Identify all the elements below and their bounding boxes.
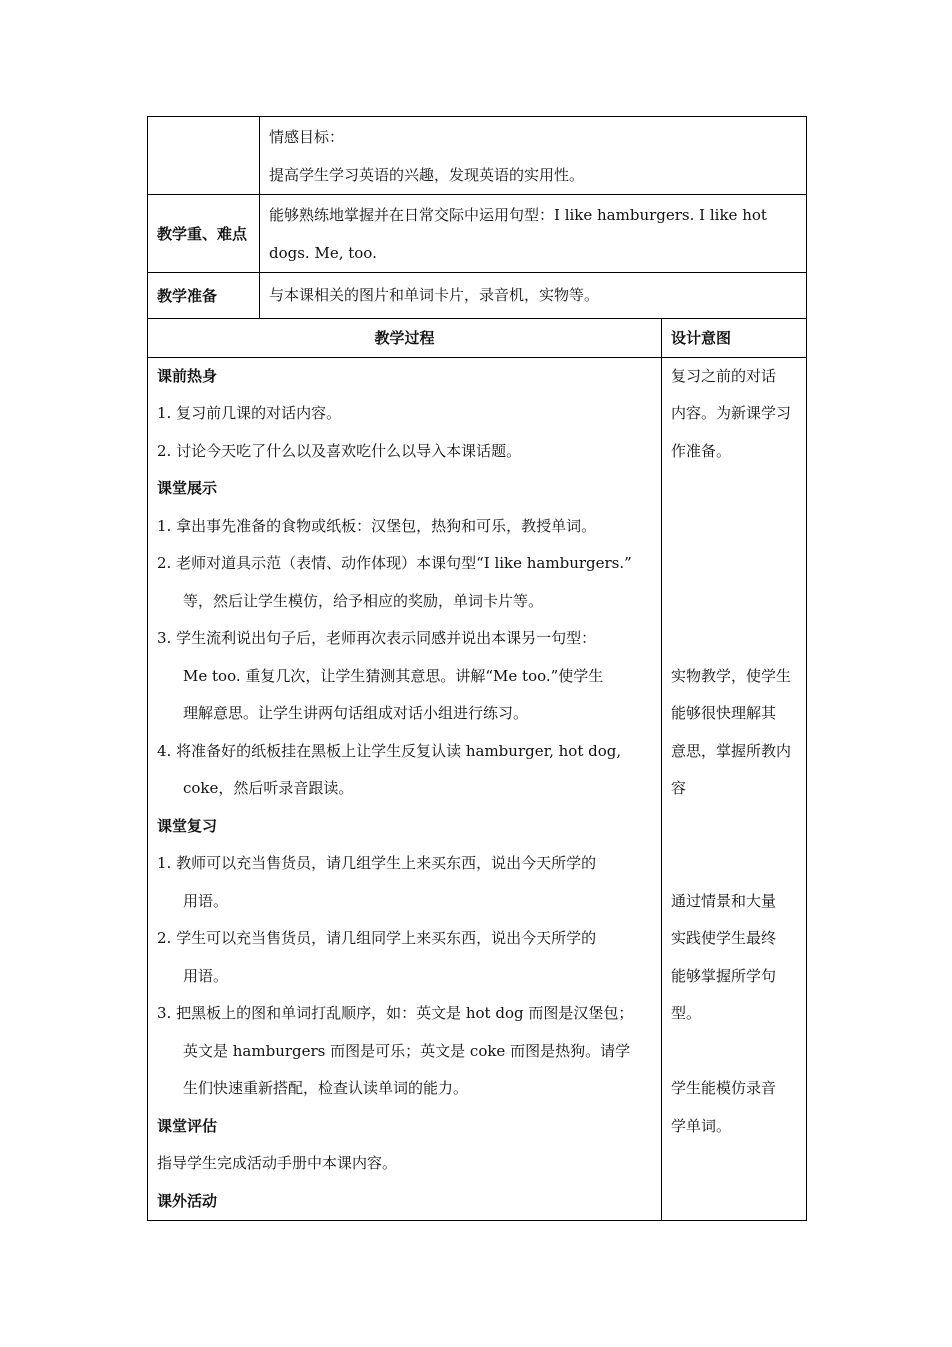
intent-spacer <box>671 545 798 583</box>
emotion-goal-content: 提高学生学习英语的兴趣，发现英语的实用性。 <box>269 165 585 184</box>
emotion-goal-heading: 情感目标： <box>269 128 345 146</box>
intent-note: 学生能模仿录音 <box>671 1079 777 1097</box>
key-points-line-2: dogs. Me, too. <box>269 243 377 262</box>
review-item-continued: 用语。 <box>183 966 229 985</box>
key-points-cell <box>260 195 807 273</box>
intent-note: 通过情景和大量 <box>671 891 777 910</box>
extracurricular-title: 课外活动 <box>157 1191 218 1210</box>
preparation-row <box>148 273 807 319</box>
warmup-title: 课前热身 <box>157 366 218 385</box>
key-points-row <box>148 195 807 273</box>
intent-spacer <box>671 845 798 883</box>
emotion-goal-label-cell <box>148 117 260 195</box>
intent-note: 作准备。 <box>671 441 732 460</box>
presentation-item-continued: Me too. 重复几次，让学生猜测其意思。讲解“Me too.”使学生 <box>183 666 604 685</box>
intent-note: 能够很快理解其 <box>671 704 777 722</box>
review-item: 2. 学生可以充当售货员，请几组同学上来买东西，说出今天所学的 <box>157 929 597 947</box>
presentation-item: 1. 拿出事先准备的食物或纸板：汉堡包，热狗和可乐，教授单词。 <box>157 516 597 535</box>
intent-spacer <box>671 583 798 621</box>
presentation-item-continued: 理解意思。让学生讲两句话组成对话小组进行练习。 <box>183 704 529 722</box>
warmup-item: 2. 讨论今天吃了什么以及喜欢吃什么以导入本课话题。 <box>157 441 522 460</box>
process-header-cell <box>148 318 662 357</box>
review-item: 3. 把黑板上的图和单词打乱顺序，如：英文是 hot dog 而图是汉堡包； <box>157 1004 634 1022</box>
presentation-title: 课堂展示 <box>157 479 218 497</box>
intent-note: 复习之前的对话 <box>671 366 777 385</box>
intent-header: 设计意图 <box>671 329 732 347</box>
review-item-continued: 英文是 hamburgers 而图是可乐；英文是 coke 而图是热狗。请学 <box>183 1041 631 1060</box>
presentation-item: 4. 将准备好的纸板挂在黑板上让学生反复认读 hamburger, hot dog, <box>157 741 622 760</box>
intent-spacer <box>671 1033 798 1071</box>
intent-body-cell <box>662 357 807 1221</box>
intent-spacer <box>671 808 798 846</box>
review-item: 1. 教师可以充当售货员，请几组学生上来买东西，说出今天所学的 <box>157 854 597 872</box>
process-body-cell <box>148 357 662 1221</box>
intent-note: 内容。为新课学习 <box>671 404 792 422</box>
assessment-content: 指导学生完成活动手册中本课内容。 <box>157 1154 398 1172</box>
process-header: 教学过程 <box>374 329 435 347</box>
presentation-item: 3. 学生流利说出句子后，老师再次表示同感并说出本课另一句型： <box>157 629 597 647</box>
key-points-label-cell <box>148 195 260 273</box>
intent-note: 实践使学生最终 <box>671 929 777 947</box>
intent-note: 型。 <box>671 1004 702 1022</box>
presentation-item-continued: coke，然后听录音跟读。 <box>183 779 354 797</box>
intent-note: 意思，掌握所教内 <box>671 741 792 760</box>
intent-note: 实物教学，使学生 <box>671 666 792 685</box>
intent-header-cell <box>662 318 807 357</box>
warmup-item: 1. 复习前几课的对话内容。 <box>157 404 342 422</box>
intent-note: 容 <box>671 779 687 797</box>
process-header-row <box>148 318 807 357</box>
presentation-item-continued: 等，然后让学生模仿，给予相应的奖励，单词卡片等。 <box>183 591 544 610</box>
process-body-row <box>148 357 807 1221</box>
presentation-item: 2. 老师对道具示范（表情、动作体现）本课句型“I like hamburgers.” <box>157 554 632 572</box>
intent-spacer <box>671 470 798 508</box>
intent-note: 学单词。 <box>671 1116 732 1135</box>
preparation-label: 教学准备 <box>157 287 218 305</box>
emotion-goal-row <box>148 117 807 195</box>
preparation-cell <box>260 273 807 319</box>
review-item-continued: 用语。 <box>183 891 229 910</box>
key-points-line-1: 能够熟练地掌握并在日常交际中运用句型：I like hamburgers. I like hot <box>269 206 767 224</box>
assessment-title: 课堂评估 <box>157 1116 218 1135</box>
key-points-label: 教学重、难点 <box>157 225 248 243</box>
preparation-content: 与本课相关的图片和单词卡片，录音机，实物等。 <box>269 285 600 304</box>
lesson-plan-top-table <box>147 116 807 319</box>
intent-spacer <box>671 508 798 546</box>
teaching-process-table <box>147 318 807 1222</box>
review-title: 课堂复习 <box>157 816 218 835</box>
review-item-continued: 生们快速重新搭配，检查认读单词的能力。 <box>183 1079 469 1097</box>
intent-note: 能够掌握所学句 <box>671 966 777 985</box>
emotion-goal-cell <box>260 117 807 195</box>
preparation-label-cell <box>148 273 260 319</box>
intent-spacer <box>671 620 798 658</box>
lesson-plan-page <box>147 116 806 1221</box>
